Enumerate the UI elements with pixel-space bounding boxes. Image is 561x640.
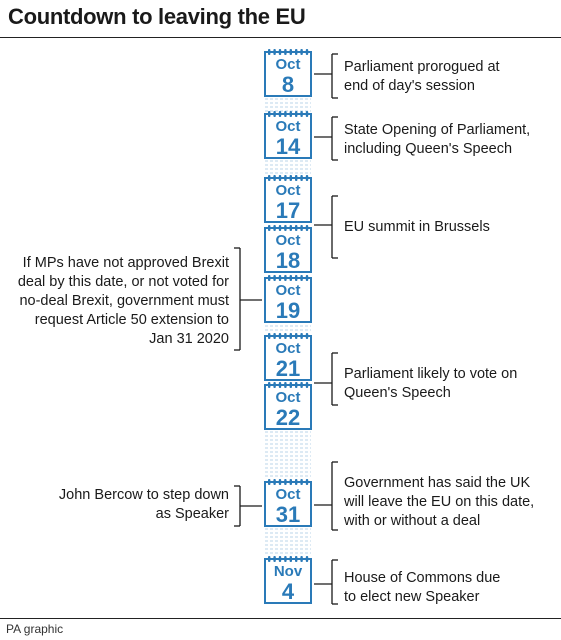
calendar-ring — [290, 556, 292, 562]
event-note-prorogued: Parliament prorogued at end of day's session — [344, 59, 500, 94]
calendar-ring — [300, 275, 302, 281]
calendar-ring — [306, 556, 308, 562]
connector-line — [240, 486, 262, 526]
calendar-day: 17 — [275, 198, 301, 223]
calendar-icon — [265, 175, 311, 223]
page-title: Countdown to leaving the EU — [8, 4, 306, 29]
calendar-ring — [290, 275, 292, 281]
connector-line — [314, 117, 332, 160]
calendar-ring — [290, 111, 292, 117]
calendar-ring — [290, 333, 292, 339]
calendar-ring — [273, 225, 275, 231]
calendar-ring — [268, 225, 270, 231]
calendar-ring — [300, 382, 302, 388]
calendar-month: Oct — [275, 389, 301, 406]
calendar-ring — [273, 111, 275, 117]
calendar-month: Nov — [273, 563, 303, 580]
calendar-day: 31 — [275, 502, 301, 527]
calendar-ring — [268, 556, 270, 562]
calendar-icon — [265, 382, 311, 430]
calendar-ring — [300, 225, 302, 231]
connector-line — [314, 462, 332, 530]
calendar-ring — [295, 479, 297, 485]
calendar-month: Oct — [275, 282, 301, 299]
calendar-ring — [284, 556, 286, 562]
calendar-ring — [300, 479, 302, 485]
calendar-ring — [268, 382, 270, 388]
calendar-icon — [265, 49, 311, 97]
calendar-ring — [306, 225, 308, 231]
calendar-month: Oct — [275, 340, 301, 357]
event-note-queens-speech-vote: Parliament likely to vote on Queen's Speech — [344, 366, 518, 401]
calendar-ring — [290, 382, 292, 388]
calendar-month: Oct — [275, 232, 301, 249]
calendar-ring — [295, 556, 297, 562]
calendar-ring — [284, 275, 286, 281]
calendar-month: Oct — [275, 486, 301, 503]
calendar-ring — [300, 333, 302, 339]
calendar-ring — [279, 556, 281, 562]
calendar-ring — [295, 382, 297, 388]
calendar-day: 19 — [275, 298, 301, 323]
calendar-month: Oct — [275, 182, 301, 199]
calendar-ring — [295, 175, 297, 181]
calendar-month: Oct — [275, 118, 301, 135]
calendar-ring — [306, 333, 308, 339]
calendar-ring — [284, 175, 286, 181]
event-note-article-50-extension: If MPs have not approved Brexit deal by this date, or not voted for no-deal Brexit, government must request Article 50 extension to Jan 31 2020 — [17, 255, 229, 347]
calendar-ring — [306, 111, 308, 117]
calendar-ring — [268, 333, 270, 339]
calendar-icon — [265, 225, 311, 273]
connector-line — [314, 54, 332, 98]
connector-line — [314, 353, 332, 405]
calendar-ring — [279, 479, 281, 485]
footer-divider — [0, 618, 561, 619]
calendar-icon — [265, 556, 311, 604]
connector-line — [240, 248, 262, 350]
calendar-ring — [295, 333, 297, 339]
calendar-day: 8 — [281, 72, 295, 97]
calendar-ring — [306, 382, 308, 388]
calendar-ring — [290, 175, 292, 181]
calendar-ring — [290, 225, 292, 231]
calendar-day: 4 — [281, 579, 295, 604]
calendar-ring — [300, 49, 302, 55]
event-note-state-opening: State Opening of Parliament, including Queen's Speech — [344, 122, 531, 157]
calendar-ring — [300, 111, 302, 117]
calendar-ring — [279, 111, 281, 117]
calendar-ring — [273, 479, 275, 485]
calendar-ring — [279, 175, 281, 181]
event-note-eu-summit: EU summit in Brussels — [344, 219, 490, 235]
calendar-ring — [306, 275, 308, 281]
calendar-day: 22 — [275, 405, 301, 430]
calendar-ring — [300, 175, 302, 181]
calendar-ring — [284, 382, 286, 388]
calendar-ring — [284, 333, 286, 339]
calendar-ring — [295, 111, 297, 117]
event-note-new-speaker: House of Commons due to elect new Speaker — [344, 570, 501, 605]
calendar-ring — [306, 175, 308, 181]
calendar-ring — [279, 275, 281, 281]
connector-line — [314, 196, 332, 258]
connector-line — [314, 560, 332, 604]
calendar-ring — [268, 175, 270, 181]
calendar-ring — [295, 275, 297, 281]
calendar-ring — [273, 382, 275, 388]
calendar-ring — [290, 49, 292, 55]
calendar-icon — [265, 275, 311, 323]
calendar-ring — [273, 275, 275, 281]
calendar-ring — [279, 49, 281, 55]
calendar-ring — [268, 49, 270, 55]
calendar-ring — [273, 556, 275, 562]
calendar-ring — [268, 111, 270, 117]
calendar-ring — [273, 49, 275, 55]
calendar-ring — [306, 479, 308, 485]
calendar-ring — [290, 479, 292, 485]
calendar-ring — [273, 333, 275, 339]
calendar-day: 18 — [275, 248, 301, 273]
calendar-ring — [279, 382, 281, 388]
calendar-day: 14 — [275, 134, 301, 159]
calendar-icon — [265, 111, 311, 159]
footer-credit: PA graphic — [6, 622, 64, 636]
calendar-ring — [268, 479, 270, 485]
calendar-ring — [273, 175, 275, 181]
calendar-ring — [279, 333, 281, 339]
calendar-ring — [295, 49, 297, 55]
event-note-leave-date: Government has said the UK will leave the EU on this date, with or without a deal — [344, 475, 535, 529]
calendar-ring — [300, 556, 302, 562]
calendar-ring — [295, 225, 297, 231]
calendar-icon — [265, 333, 311, 381]
calendar-ring — [284, 111, 286, 117]
calendar-ring — [284, 225, 286, 231]
calendar-icon — [265, 479, 311, 527]
calendar-ring — [284, 49, 286, 55]
calendar-day: 21 — [275, 356, 301, 381]
event-note-bercow: John Bercow to step down as Speaker — [58, 487, 229, 522]
calendar-ring — [306, 49, 308, 55]
calendar-ring — [284, 479, 286, 485]
calendar-ring — [268, 275, 270, 281]
calendar-month: Oct — [275, 56, 301, 73]
calendar-ring — [279, 225, 281, 231]
